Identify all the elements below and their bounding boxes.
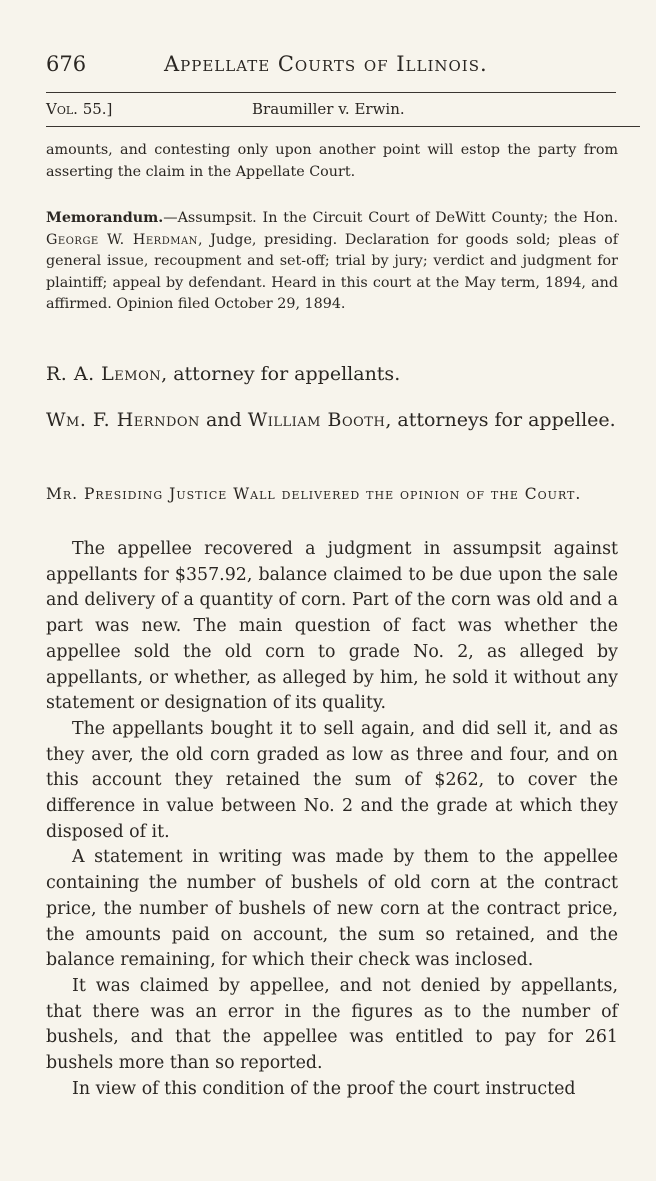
opinion-paragraph-5: In view of this condition of the proof the court instructed: [72, 1078, 576, 1099]
memorandum-text-2: , Judge, presiding. Declaration for goods sold; pleas of general issue, recoupment and set-off; trial by jury; verdict and judgment for plaintiff; appeal by defendant. Heard in this court at the May term, 1894, and affirmed. Opinion filed October 29, 1894.: [46, 231, 618, 312]
running-head: [46, 52, 616, 82]
opinion-paragraph-1: The appellee recovered a judgment in assumpsit against appellants for $357.92, balance claimed to be due upon the sale and delivery of a quantity of corn. Part of the corn was old and a part was new. The main question of fact was whether the appellee sold the old corn to grade No. 2, as alleged by appellants, or whether, as alleged by him, he sold it without any statement or designation of its quality.: [46, 539, 618, 714]
case-heading: [46, 100, 616, 124]
attorney-appellants: [46, 360, 618, 388]
appellee-attorney-and: and: [199, 409, 248, 431]
opinion-heading-text: Mr. Presiding Justice Wall delivered the opinion of the Court.: [46, 485, 582, 503]
header-rule-top: [46, 92, 616, 93]
opinion-paragraph-3: A statement in writing was made by them to the appellee containing the number of bushels of old corn at the contract price, the number of bushels of new corn at the contract price, the amounts paid on account, the sum so retained, and the balance remaining, for which their check was inclosed.: [46, 847, 618, 971]
opinion-body: [46, 537, 618, 1102]
attorney-appellee-line: [46, 406, 618, 434]
appellee-attorney-name-1: Wm. F. Herndon: [46, 409, 200, 431]
opinion-heading: [46, 483, 618, 506]
case-title: Braumiller v. Erwin.: [252, 100, 405, 118]
memorandum-text-1: —Assumpsit. In the Circuit Court of DeWitt County; the Hon.: [163, 210, 618, 226]
volume-label: Vol. 55.]: [46, 100, 113, 118]
appellants-attorney-name: R. A. Lemon: [46, 363, 162, 385]
memorandum-label: Memorandum.: [46, 210, 164, 226]
headnote-text: amounts, and contesting only upon another point will estop the party from asserting the claim in the Appellate Court.: [46, 142, 618, 180]
header-rule-bottom: [46, 126, 640, 127]
appellee-attorney-role: , attorneys for appellee.: [385, 409, 616, 431]
memorandum-paragraph: [46, 208, 618, 316]
book-title: Appellate Courts of Illinois.: [164, 52, 488, 76]
page-number: 676: [46, 52, 87, 76]
headnote-tail: [46, 140, 618, 183]
appellants-attorney-role: , attorney for appellants.: [161, 363, 401, 385]
opinion-paragraph-2: The appellants bought it to sell again, and did sell it, and as they aver, the old corn graded as low as three and four, and on this account they retained the sum of $262, to cover the difference in value between No. 2 and the grade at which they disposed of it.: [46, 718, 618, 842]
judge-name: George W. Herdman: [46, 231, 198, 248]
attorney-appellee: [46, 406, 618, 434]
appellee-attorney-name-2: William Booth: [247, 409, 386, 431]
opinion-paragraph-4: It was claimed by appellee, and not denied by appellants, that there was an error in the figures as to the number of bushels, and that the appellee was entitled to pay for 261 bushels more than so reported.: [46, 975, 618, 1074]
attorney-appellants-line: [46, 360, 618, 388]
memorandum: [46, 208, 618, 316]
